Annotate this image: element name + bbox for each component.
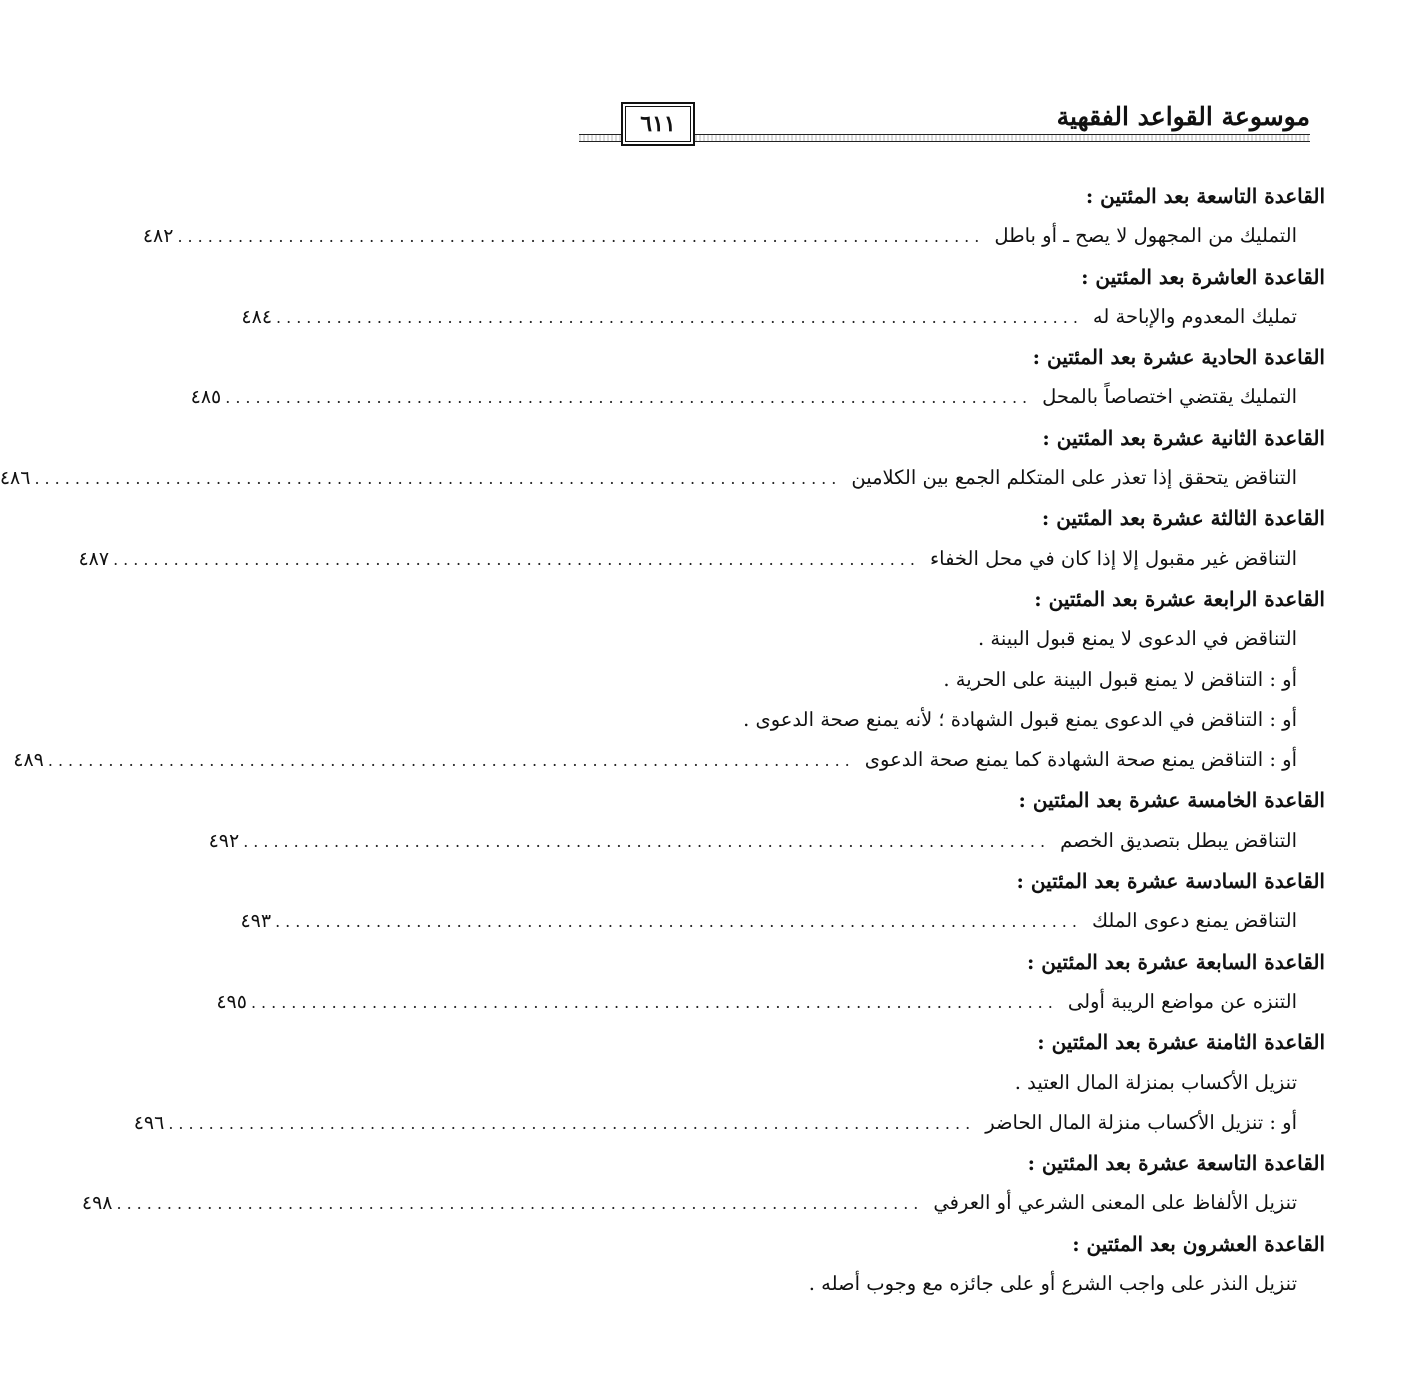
- toc-page-number: ٤٨٧: [78, 547, 110, 570]
- toc-page-number: ٤٩٥: [216, 990, 247, 1013]
- leader-dots: ................................................................................: [177, 227, 985, 247]
- toc-entry-text: أو : تنزيل الأكساب منزلة المال الحاضر: [985, 1110, 1297, 1134]
- leader-dots: ................................................................................: [276, 307, 1083, 327]
- toc-page-number: ٤٩٣: [240, 910, 272, 933]
- leader-dots: ................................................................................: [113, 549, 920, 569]
- toc-heading: [577, 942, 1325, 982]
- toc-entry: [216, 982, 1325, 1022]
- toc-heading-text: القاعدة التاسعة عشرة بعد المئتين :: [1027, 1151, 1325, 1176]
- toc-entry-text: تنزيل الألفاظ على المعنى الشرعي أو العرفي: [933, 1191, 1297, 1215]
- leader-dots: ................................................................................: [47, 751, 855, 771]
- toc-entry-text: تنزيل الأكساب بمنزلة المال العتيد .: [1014, 1070, 1297, 1094]
- leader-dots: ................................................................................: [275, 912, 1082, 932]
- toc-entry-text: تمليك المعدوم والإباحة له: [1092, 304, 1297, 328]
- toc-entry-text: التناقض يمنع دعوى الملك: [1091, 909, 1297, 933]
- toc-entry: [190, 377, 1325, 417]
- toc-entry: [81, 1183, 1325, 1223]
- toc-entry-text: التناقض غير مقبول إلا إذا كان في محل الخفاء: [929, 546, 1297, 570]
- toc-entry-text: أو : التناقض يمنع صحة الشهادة كما يمنع صحة الدعوى: [864, 748, 1297, 772]
- toc-heading: [577, 176, 1325, 216]
- toc-entry: [133, 1103, 1325, 1143]
- toc-entry: [240, 901, 1325, 941]
- toc-heading: [577, 861, 1325, 901]
- toc-heading-text: القاعدة العاشرة بعد المئتين :: [1081, 264, 1325, 289]
- toc-heading-text: القاعدة الثانية عشرة بعد المئتين :: [1042, 425, 1325, 450]
- toc-entry: [78, 539, 1325, 579]
- toc-page-number: ٤٩٨: [81, 1192, 113, 1215]
- toc-entry: [577, 619, 1325, 659]
- toc-heading: [577, 418, 1325, 458]
- toc-heading-text: القاعدة الثالثة عشرة بعد المئتين :: [1041, 506, 1325, 531]
- toc-heading: [577, 257, 1325, 297]
- toc-heading-text: القاعدة العشرون بعد المئتين :: [1072, 1231, 1325, 1256]
- toc-heading: [577, 780, 1325, 820]
- leader-dots: ................................................................................: [116, 1194, 924, 1214]
- toc-entry-text: أو : التناقض في الدعوى يمنع قبول الشهادة ؛ لأنه يمنع صحة الدعوى .: [743, 707, 1297, 731]
- toc-page-number: ٤٨٤: [241, 305, 273, 328]
- leader-dots: ................................................................................: [168, 1113, 976, 1133]
- toc-heading-text: القاعدة الحادية عشرة بعد المئتين :: [1032, 345, 1325, 370]
- toc-entry: [577, 700, 1325, 740]
- toc-page-number: ٤٨٢: [142, 225, 174, 248]
- table-of-contents: [0, 176, 1325, 1304]
- toc-entry: [577, 1264, 1325, 1304]
- toc-heading: [577, 1022, 1325, 1062]
- toc-page-number: ٤٨٥: [190, 386, 222, 409]
- page-number: ٦١١: [621, 102, 695, 146]
- toc-heading: [577, 1224, 1325, 1264]
- leader-dots: ................................................................................: [34, 469, 842, 489]
- toc-entry: [241, 297, 1325, 337]
- leader-dots: ................................................................................: [225, 388, 1033, 408]
- page-header: [579, 96, 1310, 156]
- toc-heading-text: القاعدة السادسة عشرة بعد المئتين :: [1016, 869, 1325, 894]
- toc-entry-text: التنزه عن مواضع الريبة أولى: [1067, 989, 1297, 1013]
- toc-heading: [577, 579, 1325, 619]
- toc-heading: [577, 498, 1325, 538]
- toc-heading-text: القاعدة الثامنة عشرة بعد المئتين :: [1037, 1030, 1325, 1055]
- toc-page-number: ٤٨٦: [0, 467, 31, 490]
- toc-entry: [0, 458, 1325, 498]
- toc-page-number: ٤٩٢: [208, 829, 240, 852]
- leader-dots: ................................................................................: [250, 992, 1058, 1012]
- leader-dots: ................................................................................: [243, 831, 1051, 851]
- toc-entry-text: تنزيل النذر على واجب الشرع أو على جائزه مع وجوب أصله .: [808, 1272, 1297, 1296]
- toc-entry-text: التمليك من المجهول لا يصح ـ أو باطل: [994, 224, 1297, 248]
- toc-entry-text: التمليك يقتضي اختصاصاً بالمحل: [1042, 385, 1297, 409]
- toc-heading-text: القاعدة الرابعة عشرة بعد المئتين :: [1034, 586, 1325, 611]
- toc-heading: [577, 337, 1325, 377]
- toc-heading-text: القاعدة الخامسة عشرة بعد المئتين :: [1018, 788, 1325, 813]
- toc-entry: [142, 216, 1325, 256]
- toc-entry-text: أو : التناقض لا يمنع قبول البينة على الحرية .: [943, 667, 1297, 691]
- toc-page-number: ٤٨٩: [13, 749, 44, 772]
- toc-entry-text: التناقض في الدعوى لا يمنع قبول البينة .: [977, 627, 1297, 651]
- toc-entry: [577, 1063, 1325, 1103]
- toc-heading-text: القاعدة السابعة عشرة بعد المئتين :: [1026, 949, 1325, 974]
- toc-heading: [577, 1143, 1325, 1183]
- book-title: موسوعة القواعد الفقهية: [1056, 102, 1310, 131]
- toc-page-number: ٤٩٦: [133, 1111, 165, 1134]
- toc-entry: [577, 660, 1325, 700]
- toc-entry: [13, 740, 1325, 780]
- toc-entry-text: التناقض يتحقق إذا تعذر على المتكلم الجمع بين الكلامين: [851, 466, 1297, 490]
- toc-entry: [208, 821, 1325, 861]
- toc-entry-text: التناقض يبطل بتصديق الخصم: [1060, 828, 1297, 852]
- toc-heading-text: القاعدة التاسعة بعد المئتين :: [1085, 184, 1325, 208]
